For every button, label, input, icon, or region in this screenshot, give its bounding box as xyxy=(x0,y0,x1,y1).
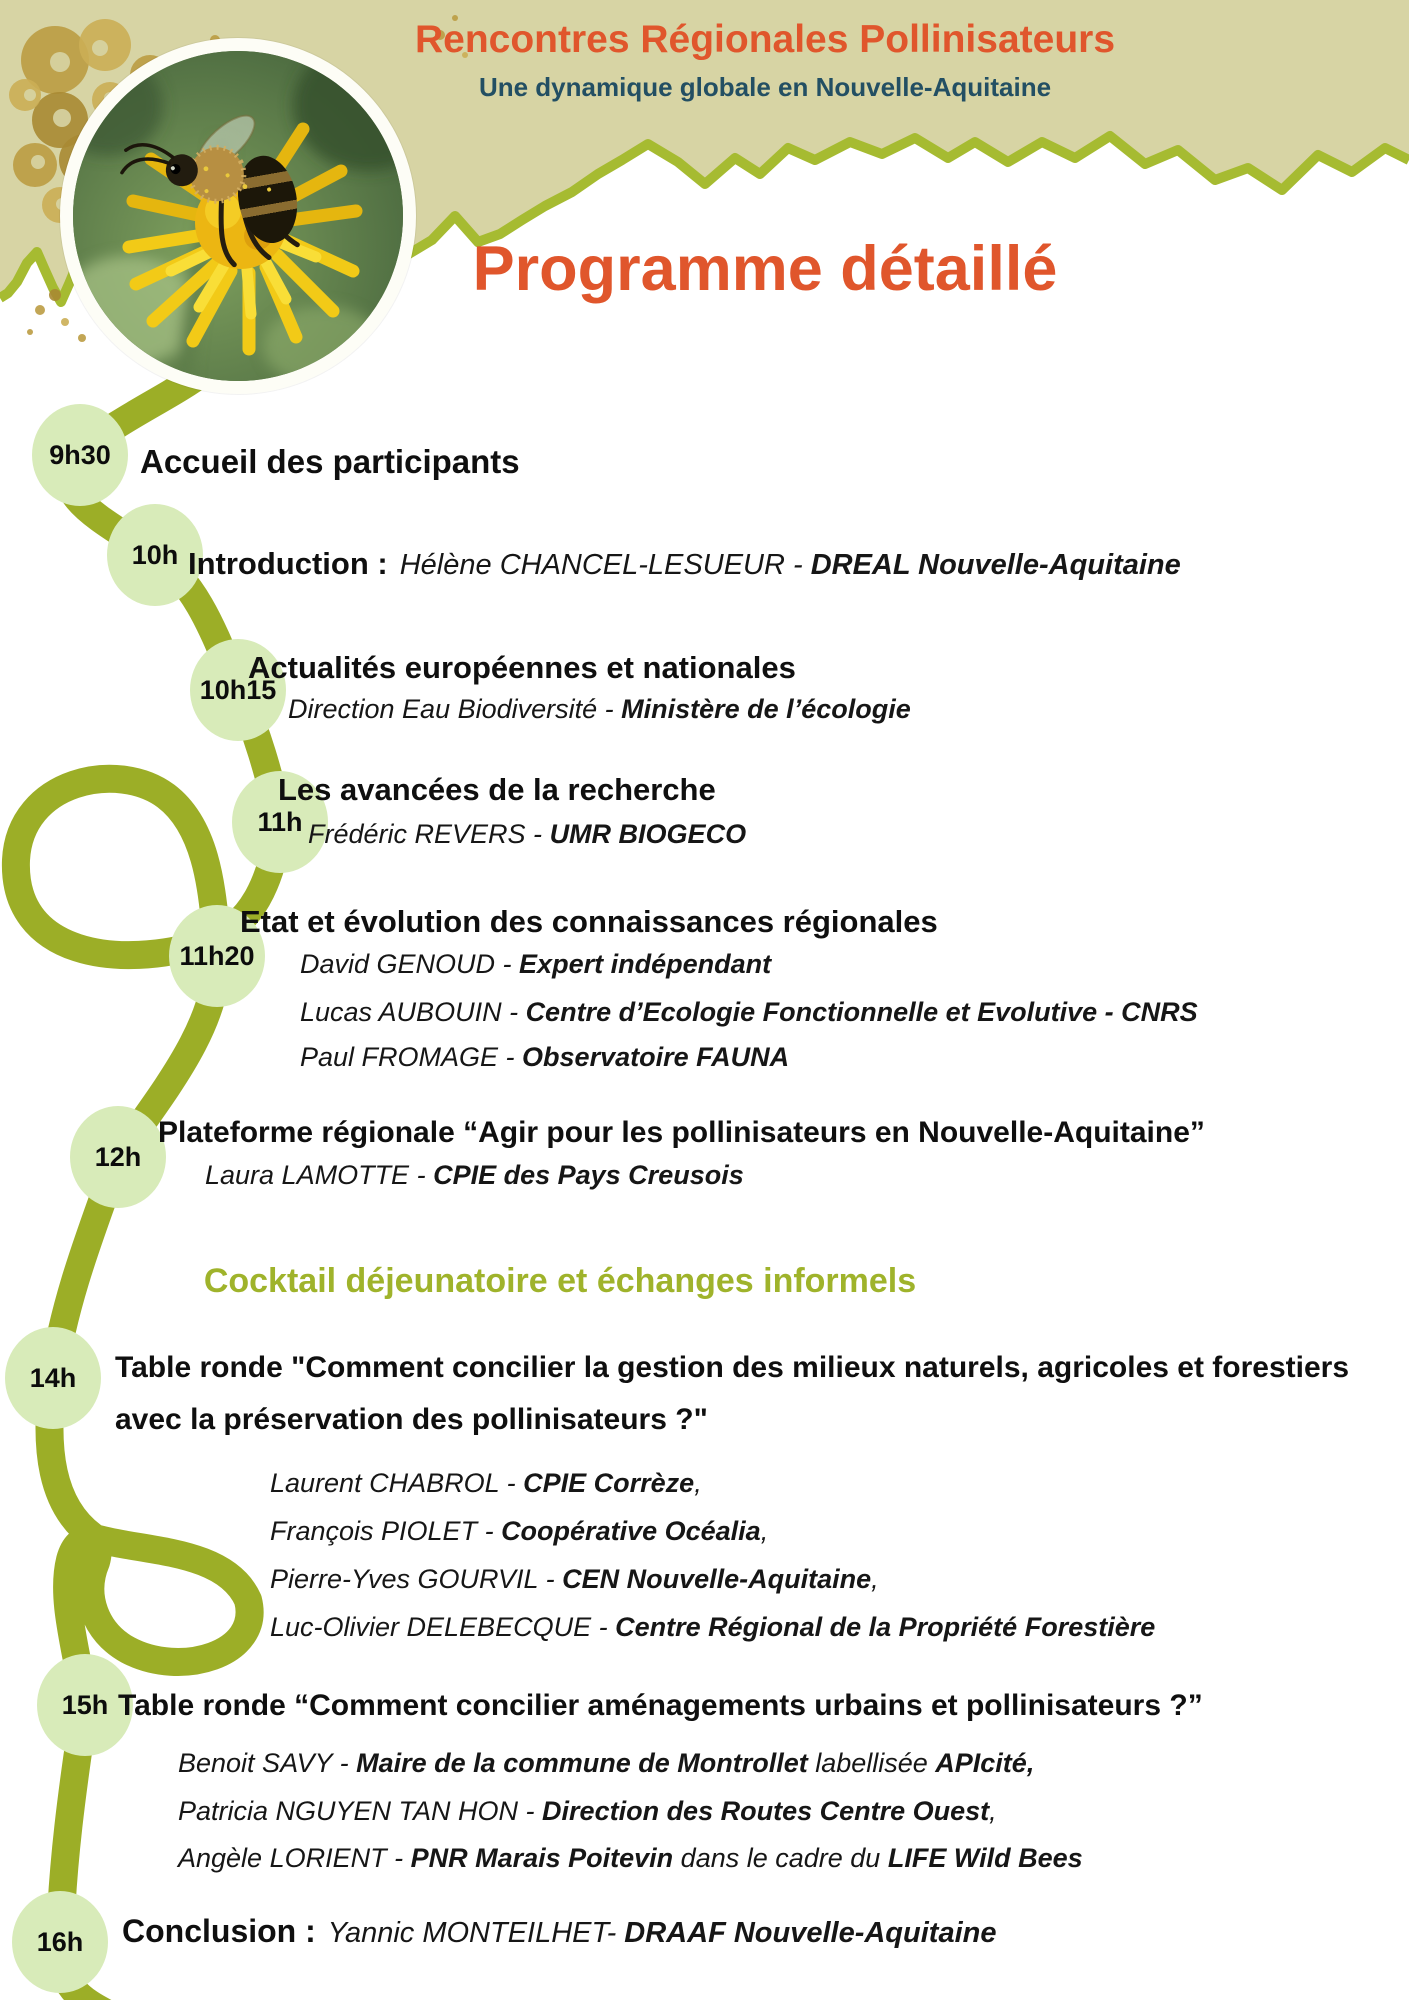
speaker-name: Lucas AUBOUIN - xyxy=(300,997,526,1027)
break-banner: Cocktail déjeunatoire et échanges informels xyxy=(203,1262,917,1300)
speaker-name: François PIOLET - xyxy=(270,1516,502,1546)
speaker-name: Laurent CHABROL - xyxy=(270,1468,524,1498)
speaker-line xyxy=(270,1564,879,1595)
bee-photo xyxy=(60,38,416,394)
speaker-name: Yannic MONTEILHET- xyxy=(327,1917,625,1949)
speaker-org: CEN Nouvelle-Aquitaine xyxy=(562,1564,872,1594)
speaker-name: Paul FROMAGE - xyxy=(300,1042,523,1072)
speaker-name: Direction Eau Biodiversité - xyxy=(288,694,622,724)
speaker-name: Pierre-Yves GOURVIL - xyxy=(270,1564,563,1594)
speaker-line xyxy=(205,1160,744,1191)
speaker-tail: , xyxy=(694,1468,702,1498)
speaker-org-2: APIcité, xyxy=(935,1748,1035,1778)
speaker-line xyxy=(300,1042,789,1073)
speaker-name: Patricia NGUYEN TAN HON - xyxy=(178,1796,543,1826)
session-title-conclusion: Conclusion : xyxy=(122,1913,316,1949)
speaker-name: Benoit SAVY - xyxy=(178,1748,357,1778)
speaker-org: Observatoire FAUNA xyxy=(522,1042,790,1072)
time-badge-10h: 10h xyxy=(107,504,203,606)
speaker-line xyxy=(288,694,911,725)
speaker-org: Ministère de l’écologie xyxy=(621,694,911,724)
time-badge-9h30: 9h30 xyxy=(32,404,128,506)
time-badge-16h: 16h xyxy=(12,1891,108,1993)
speaker-org: DRAAF Nouvelle-Aquitaine xyxy=(624,1917,997,1949)
speaker-org: Coopérative Océalia xyxy=(501,1516,761,1546)
session-title-recherche: Les avancées de la recherche xyxy=(278,772,716,807)
speaker-org: CPIE Corrèze xyxy=(523,1468,695,1498)
speaker-line xyxy=(178,1796,997,1827)
speaker-tail: , xyxy=(760,1516,769,1546)
time-badge-11h20: 11h20 xyxy=(169,905,265,1007)
page-heading: Programme détaillé xyxy=(472,234,1058,304)
speaker-name: Laura LAMOTTE - xyxy=(205,1160,434,1190)
time-badge-14h: 14h xyxy=(5,1327,101,1429)
speaker-name: Hélène CHANCEL-LESUEUR - xyxy=(399,549,811,581)
time-badge-10h15: 10h15 xyxy=(190,639,286,741)
speaker-org: Expert indépendant xyxy=(519,949,772,979)
speaker-org: Centre d’Ecologie Fonctionnelle et Evolutive - CNRS xyxy=(525,997,1198,1027)
speaker-org: UMR BIOGECO xyxy=(549,819,747,849)
speaker-line xyxy=(178,1748,1034,1779)
time-badge-12h: 12h xyxy=(70,1106,166,1208)
speaker-name: Luc-Olivier DELEBECQUE - xyxy=(270,1612,616,1642)
session-title-table-ronde-1: Table ronde "Comment concilier la gestion des milieux naturels, agricoles et forestiers avec la préservation des pollinisateurs ?" xyxy=(115,1351,1350,1436)
session-title-actualites: Actualités européennes et nationales xyxy=(248,650,796,685)
speaker-tail: labellisée xyxy=(807,1748,936,1778)
speaker-line xyxy=(270,1516,768,1547)
session-title-table-ronde-2: Table ronde “Comment concilier aménagements urbains et pollinisateurs ?” xyxy=(118,1689,1203,1722)
speaker-line xyxy=(300,949,771,980)
speaker-line xyxy=(270,1468,702,1499)
session-title-plateforme: Plateforme régionale “Agir pour les pollinisateurs en Nouvelle-Aquitaine” xyxy=(158,1116,1205,1149)
speaker-name: Frédéric REVERS - xyxy=(308,819,550,849)
speaker-org: CPIE des Pays Creusois xyxy=(433,1160,744,1190)
session-title-accueil: Accueil des participants xyxy=(140,443,520,480)
speaker-line xyxy=(308,819,746,850)
speaker-org: DREAL Nouvelle-Aquitaine xyxy=(810,549,1181,581)
session-introduction xyxy=(188,546,1181,582)
speaker-org: Direction des Routes Centre Ouest xyxy=(542,1796,990,1826)
time-badge-15h: 15h xyxy=(37,1654,133,1756)
poster-subtitle: Une dynamique globale en Nouvelle-Aquitaine xyxy=(478,72,1052,102)
speaker-line xyxy=(178,1843,1083,1874)
speaker-line xyxy=(300,997,1198,1028)
speaker-name: Angèle LORIENT - xyxy=(178,1843,411,1873)
speaker-org-2: LIFE Wild Bees xyxy=(887,1843,1083,1873)
session-title-introduction: Introduction : xyxy=(188,546,388,581)
speaker-line xyxy=(270,1612,1155,1643)
session-conclusion xyxy=(122,1913,996,1950)
speaker-tail: , xyxy=(989,1796,997,1826)
speaker-org: Maire de la commune de Montrollet xyxy=(356,1748,808,1778)
speaker-tail: dans le cadre du xyxy=(673,1843,888,1873)
poster-title: Rencontres Régionales Pollinisateurs xyxy=(414,18,1116,61)
speaker-org: Centre Régional de la Propriété Forestière xyxy=(615,1612,1156,1642)
speaker-tail: , xyxy=(871,1564,879,1594)
speaker-org: PNR Marais Poitevin xyxy=(410,1843,674,1873)
time-badge-11h: 11h xyxy=(232,771,328,873)
session-title-etat: Etat et évolution des connaissances régionales xyxy=(240,904,938,939)
speaker-name: David GENOUD - xyxy=(300,949,520,979)
